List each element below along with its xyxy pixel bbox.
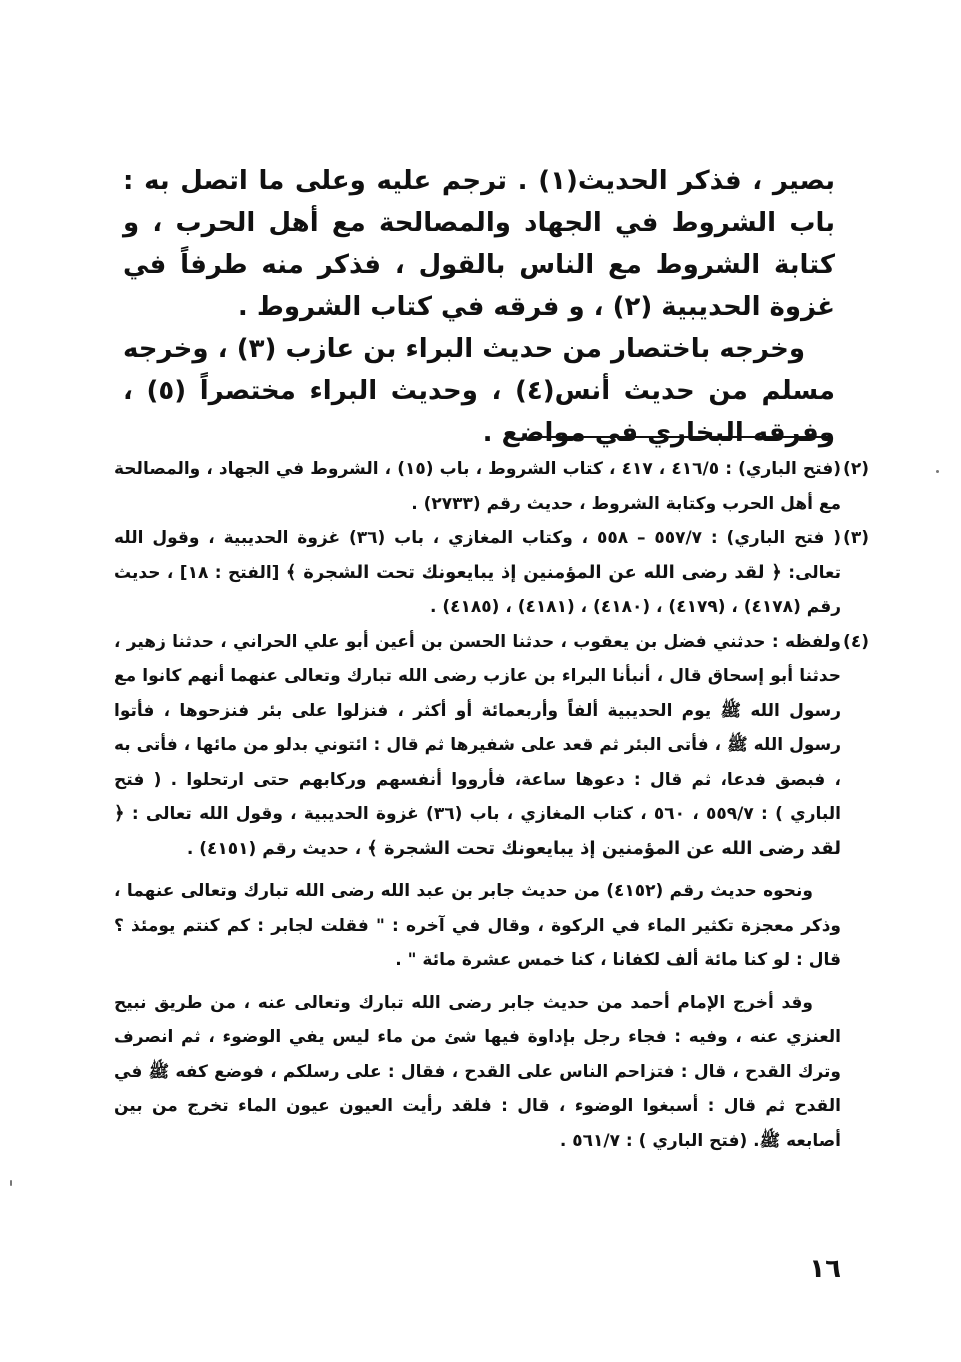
footnote-3: [114, 521, 869, 625]
footnote-4: [114, 625, 869, 867]
footnote-number: (٤): [843, 631, 869, 652]
footnote-number: (٣): [843, 528, 869, 548]
footnote-4-paragraph-3: وقد أخرج الإمام أحمد من حديث جابر رضى الله تبارك وتعالى عنه ، من طريق نبيح العنزي عنه ، وفيه : فجاء رجل بإداوة فيها شئ من ماء ليس يفي الوضوء ، ثم انصرف وترك القدح ، قال : فتزاحم الناس على القدح ، فقال : على رسلكم ، فوضع كفه ﷺ في القدح ثم قال : أسبغوا الوضوء ، قال : فلقد رأيت العيون عيون الماء تخرج من بين أصابعه ﷺ. (فتح الباري ) : ٥٦١/٧ .: [114, 992, 841, 1151]
scan-speck: [10, 1180, 12, 1186]
main-paragraph-1: بصير ، فذكر الحديث(١) . ترجم عليه وعلى ما اتصل به : باب الشروط في الجهاد والمصالحة مع أهل الحرب ، و كتابة الشروط مع الناس بالقول ، فذكر منه طرفاً في غزوة الحديبية (٢) ، و فرقه في كتاب الشروط .: [123, 166, 836, 322]
quran-verse: ﴿ لقد رضى الله عن المؤمنين إذ يبايعونك تحت الشجرة ﴾: [114, 803, 841, 859]
quran-verse: ﴿ لقد رضى الله عن المؤمنين إذ يبايعونك تحت الشجرة ﴾: [285, 561, 782, 583]
footnote-divider: [531, 436, 831, 438]
footnote-text: ولفظه : حدثني فضل بن يعقوب ، حدثنا الحسن بن أعين أبو علي الحراني ، حدثنا زهير ، حدثنا أبو إسحاق قال ، أنبأنا البراء بن عازب رضى الله تبارك وتعالى عنهما أنهم كانوا مع رسول الله ﷺ يوم الحديبية ألفاً وأربعمائة أو أكثر ، فنزلوا على بئر فنزحوها ، فأتوا رسول الله ﷺ ، فأتى البئر ثم قعد على شفيرها ثم قال : ائتوني بدلو من مائها ، فأتى به ، فبصق فدعا، ثم قال : دعوها ساعة، فأرووا أنفسهم وركابهم حتى ارتحلوا . ( فتح الباري ) : ٥٥٩/٧ ، ٥٦٠ ، كتاب المغازي ، باب (٣٦) غزوة الحديبية ، وقول الله تعالى :: [114, 631, 842, 824]
footnote-text: [الفتح : ١٨] ، حديث رقم (٤١٧٨) ، (٤١٧٩) ، (٤١٨٠) ، (٤١٨١) ، (٤١٨٥) .: [114, 562, 841, 617]
scan-speck: [936, 470, 939, 473]
page-number: ١٦: [809, 1254, 841, 1284]
footnote-2: [114, 452, 869, 521]
footnotes-section: [114, 452, 869, 1158]
footnote-text: ( فتح الباري) : ٥٥٧/٧ – ٥٥٨ ، وكتاب المغازي ، باب (٣٦) غزوة الحديبية ، وقول الله تعالى:: [114, 528, 842, 583]
footnote-4-paragraph-2: ونحوه حديث رقم (٤١٥٢) من حديث جابر بن عبد الله رضى الله تبارك وتعالى عنهما ، وذكر معجزة تكثير الماء في الركوة ، وقال في آخره : " فقلت لجابر : كم كنتم يومئذ ؟ قال : لو كنا مائة ألف لكفانا ، كنا خمس عشرة مائة " .: [114, 881, 841, 970]
main-paragraph-2: وخرجه باختصار من حديث البراء بن عازب (٣) ، وخرجه مسلم من حديث أنس(٤) ، وحديث البراء مختصراً (٥) ، وفرقه البخاري في مواضع .: [123, 334, 836, 448]
footnote-text: ، حديث رقم (٤١٥١) .: [186, 838, 362, 859]
footnote-text: (فتح الباري) : ٤١٦/٥ ، ٤١٧ ، كتاب الشروط ، باب (١٥) ، الشروط في الجهاد ، والمصالحة مع أهل الحرب وكتابة الشروط ، حديث رقم (٢٧٣٣) .: [114, 459, 841, 514]
footnote-number: (٢): [843, 459, 869, 479]
main-body-text: [123, 160, 835, 454]
